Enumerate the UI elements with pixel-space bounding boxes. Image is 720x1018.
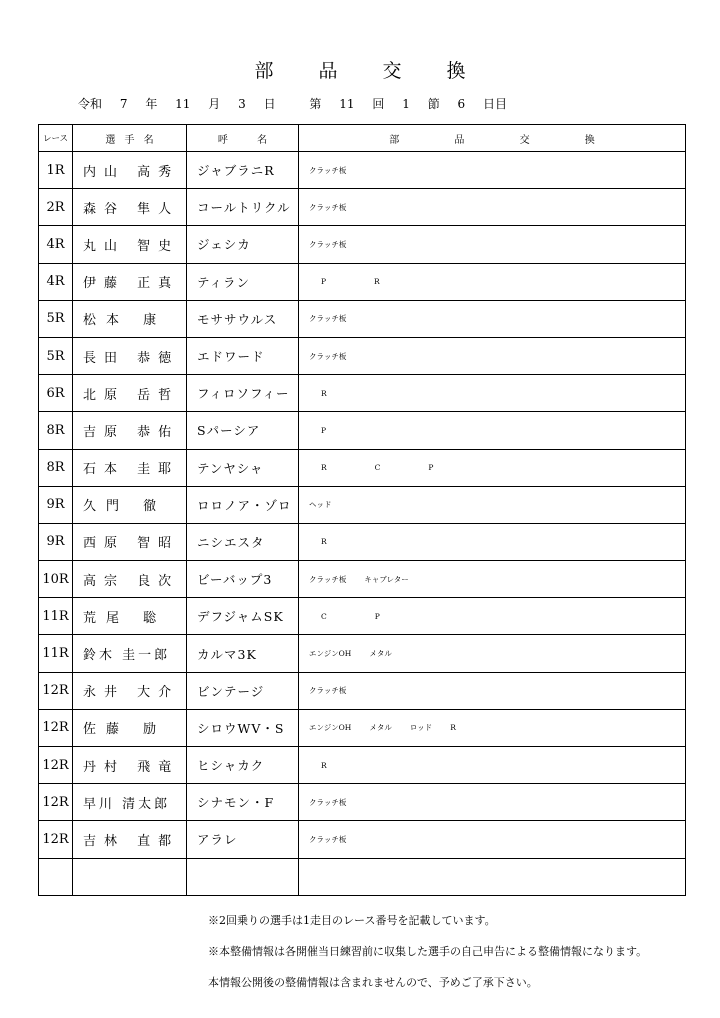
parts-replaced — [299, 635, 686, 672]
date-part: 11 — [175, 97, 191, 111]
table-row — [39, 635, 686, 672]
rider-name: 丸山 智史 — [73, 226, 187, 263]
rider-name: 石本 圭耶 — [73, 449, 187, 486]
machine-nickname: フィロソフィー — [187, 375, 299, 412]
part-item: R — [321, 760, 327, 770]
table-row — [39, 189, 686, 226]
header-race: レース — [39, 125, 73, 152]
parts-replaced — [299, 226, 686, 263]
parts-replaced — [299, 561, 686, 598]
parts-replaced — [299, 412, 686, 449]
parts-replaced — [299, 189, 686, 226]
race-number: 4R — [39, 263, 73, 300]
machine-nickname: ビンテージ — [187, 672, 299, 709]
part-item: エンジンOH — [309, 649, 352, 659]
part-item: R — [374, 277, 380, 287]
part-item: R — [321, 463, 327, 473]
parts-replaced — [299, 821, 686, 858]
date-part: 年 — [145, 97, 158, 111]
part-item: メタル — [369, 649, 392, 659]
race-number: 8R — [39, 412, 73, 449]
rider-name: 長田 恭徳 — [73, 337, 187, 374]
date-part: 7 — [119, 97, 128, 111]
part-item: クラッチ板 — [309, 686, 347, 696]
table-row — [39, 747, 686, 784]
date-part: 節 — [427, 97, 440, 111]
table-row — [39, 709, 686, 746]
parts-replaced — [299, 152, 686, 189]
part-item: P — [321, 277, 327, 287]
machine-nickname: ニシエスタ — [187, 523, 299, 560]
parts-replaced — [299, 300, 686, 337]
part-item: ヘッド — [309, 500, 332, 510]
date-part: 第 — [309, 97, 322, 111]
race-number: 11R — [39, 635, 73, 672]
part-item: メタル — [369, 723, 392, 733]
part-item: エンジンOH — [309, 723, 352, 733]
parts-replaced — [299, 598, 686, 635]
footnote-self-report: ※本整備情報は各開催当日練習前に収集した選手の自己申告による整備情報になります。 — [208, 945, 648, 958]
race-number: 5R — [39, 337, 73, 374]
page-title — [0, 56, 720, 83]
table-row — [39, 263, 686, 300]
parts-replaced — [299, 486, 686, 523]
table-row — [39, 598, 686, 635]
part-item: クラッチ板 — [309, 314, 347, 324]
title-char: 換 — [446, 60, 466, 82]
event-date-line — [78, 95, 521, 112]
race-number: 5R — [39, 300, 73, 337]
part-item: クラッチ板 — [309, 797, 347, 807]
table-row — [39, 523, 686, 560]
date-part: 1 — [402, 97, 410, 111]
part-item: ロッド — [409, 723, 433, 733]
machine-nickname — [187, 858, 299, 895]
machine-nickname: Sパーシア — [187, 412, 299, 449]
part-item: クラッチ板 — [309, 351, 347, 361]
race-number: 10R — [39, 561, 73, 598]
machine-nickname: ビーバップ3 — [187, 561, 299, 598]
part-item: クラッチ板 — [309, 834, 347, 844]
table-row — [39, 337, 686, 374]
title-char: 部 — [254, 60, 274, 82]
parts-replaced — [299, 784, 686, 821]
table-row — [39, 412, 686, 449]
part-item: クラッチ板 — [309, 574, 347, 584]
table-row — [39, 486, 686, 523]
rider-name: 丹村 飛竜 — [73, 747, 187, 784]
race-number: 8R — [39, 449, 73, 486]
part-item: R — [450, 723, 456, 733]
parts-replaced — [299, 709, 686, 746]
machine-nickname: ティラン — [187, 263, 299, 300]
part-item: キャブレター — [364, 574, 409, 584]
parts-exchange-table — [38, 124, 686, 896]
rider-name: 北原 岳哲 — [73, 375, 187, 412]
part-item: P — [321, 425, 327, 435]
parts-replaced — [299, 858, 686, 895]
machine-nickname: デフジャムSK — [187, 598, 299, 635]
table-row — [39, 300, 686, 337]
race-number: 6R — [39, 375, 73, 412]
table-row — [39, 152, 686, 189]
race-number: 4R — [39, 226, 73, 263]
rider-name: 伊藤 正真 — [73, 263, 187, 300]
machine-nickname: コールトリクル — [187, 189, 299, 226]
machine-nickname: ジェシカ — [187, 226, 299, 263]
machine-nickname: アラレ — [187, 821, 299, 858]
date-part: 11 — [339, 97, 355, 111]
race-number: 11R — [39, 598, 73, 635]
parts-replaced — [299, 523, 686, 560]
rider-name: 内山 高秀 — [73, 152, 187, 189]
parts-replaced — [299, 337, 686, 374]
race-number: 12R — [39, 784, 73, 821]
rider-name: 高宗 良次 — [73, 561, 187, 598]
date-part: 回 — [372, 97, 385, 111]
table-row — [39, 226, 686, 263]
machine-nickname: シロウWV・S — [187, 709, 299, 746]
title-char: 交 — [382, 60, 402, 82]
date-part: 日目 — [483, 97, 508, 111]
table-row — [39, 784, 686, 821]
rider-name: 久門 徹 — [73, 486, 187, 523]
machine-nickname: ロロノア・ゾロ — [187, 486, 299, 523]
machine-nickname: エドワード — [187, 337, 299, 374]
machine-nickname: ヒシャカク — [187, 747, 299, 784]
part-item: クラッチ板 — [309, 202, 347, 212]
race-number: 2R — [39, 189, 73, 226]
rider-name: 早川 清太郎 — [73, 784, 187, 821]
header-nick: 呼 名 — [187, 125, 299, 152]
machine-nickname: ジャブラニR — [187, 152, 299, 189]
title-char: 品 — [318, 60, 338, 82]
race-number: 9R — [39, 486, 73, 523]
table-row — [39, 375, 686, 412]
footnote-disclaimer: 本情報公開後の整備情報は含まれませんので、予めご了承下さい。 — [208, 976, 538, 989]
machine-nickname: モササウルス — [187, 300, 299, 337]
header-parts: 部 品 交 換 — [299, 125, 686, 152]
rider-name: 佐藤 励 — [73, 709, 187, 746]
table-row — [39, 858, 686, 895]
rider-name: 吉原 恭佑 — [73, 412, 187, 449]
part-item: P — [374, 611, 380, 621]
table-row — [39, 449, 686, 486]
race-number: 12R — [39, 672, 73, 709]
part-item: クラッチ板 — [309, 239, 347, 249]
header-name: 選 手 名 — [73, 125, 187, 152]
rider-name: 永井 大介 — [73, 672, 187, 709]
rider-name: 吉林 直都 — [73, 821, 187, 858]
race-number: 1R — [39, 152, 73, 189]
table-row — [39, 561, 686, 598]
part-item: P — [428, 463, 434, 473]
race-number: 12R — [39, 821, 73, 858]
part-item: クラッチ板 — [309, 165, 347, 175]
race-number: 9R — [39, 523, 73, 560]
date-part: 月 — [208, 97, 221, 111]
rider-name: 荒尾 聡 — [73, 598, 187, 635]
rider-name — [73, 858, 187, 895]
table-row — [39, 821, 686, 858]
date-part: 日 — [263, 97, 276, 111]
part-item: R — [321, 388, 327, 398]
rider-name: 西原 智昭 — [73, 523, 187, 560]
race-number: 12R — [39, 709, 73, 746]
part-item: C — [374, 463, 381, 473]
date-part: 6 — [457, 97, 466, 111]
footnote-double-ride: ※2回乗りの選手は1走目のレース番号を記載しています。 — [208, 914, 496, 927]
rider-name: 森谷 隼人 — [73, 189, 187, 226]
parts-replaced — [299, 375, 686, 412]
machine-nickname: テンヤシャ — [187, 449, 299, 486]
parts-replaced — [299, 263, 686, 300]
machine-nickname: シナモン・F — [187, 784, 299, 821]
date-part: 3 — [238, 97, 246, 111]
date-part: 令和 — [78, 97, 103, 111]
parts-replaced — [299, 449, 686, 486]
rider-name: 鈴木 圭一郎 — [73, 635, 187, 672]
parts-replaced — [299, 672, 686, 709]
rider-name: 松本 康 — [73, 300, 187, 337]
machine-nickname: カルマ3K — [187, 635, 299, 672]
race-number: 12R — [39, 747, 73, 784]
parts-replaced — [299, 747, 686, 784]
table-header-row — [39, 125, 686, 152]
race-number — [39, 858, 73, 895]
part-item: C — [321, 611, 327, 621]
part-item: R — [321, 537, 327, 547]
table-row — [39, 672, 686, 709]
